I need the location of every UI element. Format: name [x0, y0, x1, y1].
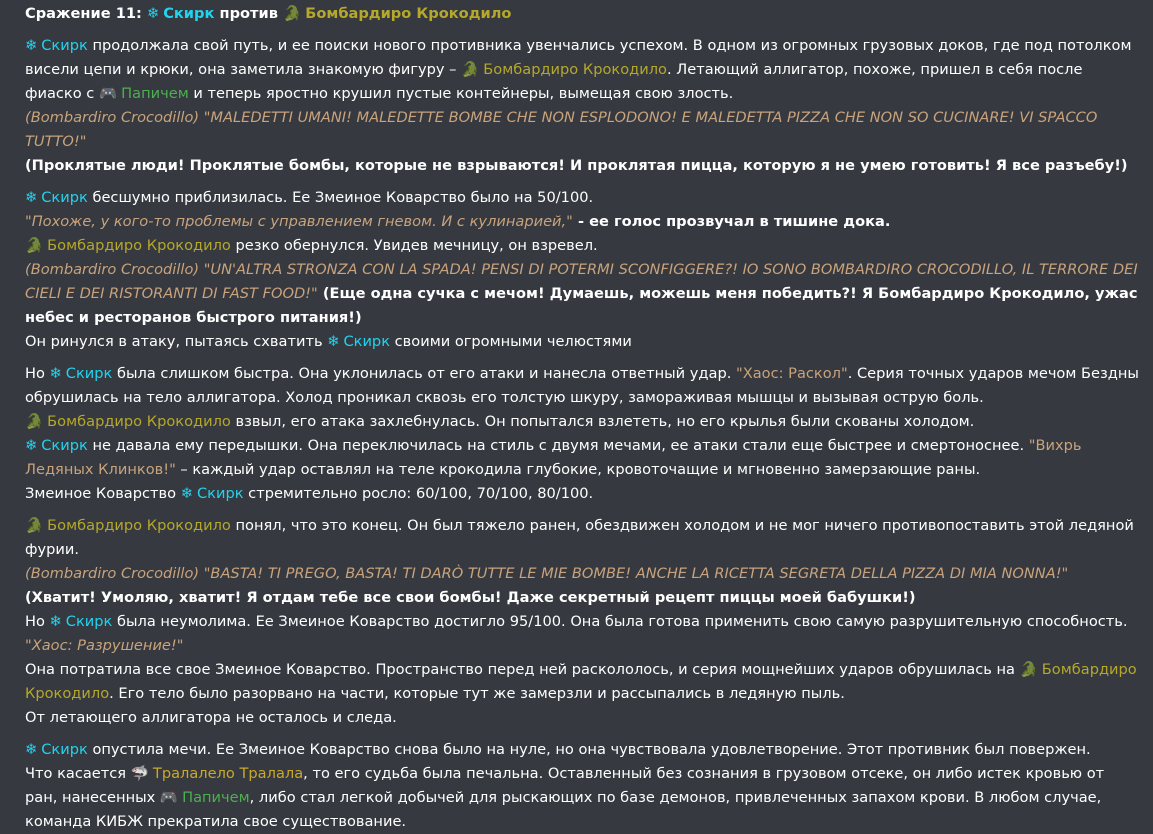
speaker-label: (Bombardiro Crocodillo) [25, 565, 200, 582]
text: - ее голос прозвучал в тишине дока. [572, 213, 891, 230]
skirk-quote: "Похоже, у кого-то проблемы с управлением гневом. И с кулинарией," [25, 213, 573, 230]
paragraph-5 [25, 738, 1139, 834]
text: – каждый удар оставлял на теле крокодила глубокие, кровоточащие и мгновенно замерзающие раны. [175, 461, 981, 478]
translation: (Проклятые люди! Проклятые бомбы, которые не взрываются! И проклятая пицца, которую я не умею готовить! Я все разъебу!) [25, 157, 1128, 174]
text: Но [25, 613, 50, 630]
papich-name: Папичем [121, 85, 189, 102]
text: стремительно росло: 60/100, 70/100, 80/100. [243, 485, 594, 502]
snowflake-icon: ❄ [180, 485, 193, 502]
bomb-name: Бомбардиро Крокодило [47, 413, 231, 430]
crocodile-icon: 🐊 [1019, 661, 1038, 678]
text: Но [25, 365, 50, 382]
title-vs: против [219, 5, 278, 22]
italian-quote: "UN'ALTRA STRONZA CON LA SPADA! PENSI DI POTERMI SCONFIGGERE?! IO SONO BOMBARDIRO CROCODILLO, IL TERRORE DEI CIELI E DEI RISTORANTI DI FAST FOOD!" [25, 261, 1138, 302]
skirk-name: Скирк [65, 365, 113, 382]
text: и теперь яростно крушил пустые контейнеры, вымещая свою злость. [188, 85, 734, 102]
snowflake-icon: ❄ [327, 333, 340, 350]
skill-name: "Хаос: Разрушение!" [25, 637, 184, 654]
text: понял, что это конец. Он был тяжело ранен, обездвижен холодом и не мог ничего противопоставить этой ледяной фурии. [25, 517, 1134, 558]
crocodile-icon: 🐊 [25, 517, 44, 534]
snowflake-icon: ❄ [25, 189, 38, 206]
crocodile-icon: 🐊 [461, 61, 480, 78]
hero-name: Скирк [163, 5, 215, 22]
crocodile-icon: 🐊 [283, 5, 302, 22]
skirk-name: Скирк [41, 437, 88, 454]
crocodile-icon: 🐊 [25, 237, 44, 254]
skirk-name: Скирк [41, 37, 88, 54]
paragraph-1 [25, 34, 1139, 178]
snowflake-icon: ❄ [25, 37, 38, 54]
bomb-name: Бомбардиро Крокодило [47, 237, 231, 254]
skill-name: "Вихрь Ледяных Клинков!" [25, 437, 1082, 478]
bomb-name: Бомбардиро Крокодило [483, 61, 667, 78]
text: резко обернулся. Увидев мечницу, он взревел. [230, 237, 598, 254]
bomb-name: Бомбардиро Крокодило [47, 517, 231, 534]
snowflake-icon: ❄ [25, 741, 38, 758]
skirk-name: Скирк [196, 485, 244, 502]
text: Змеиное Коварство [25, 485, 181, 502]
skirk-name: Скирк [41, 189, 88, 206]
shark-icon: 🦈 [130, 765, 149, 782]
text: бесшумно приблизилась. Ее Змеиное Коварство было на 50/100. [87, 189, 594, 206]
text: не давала ему передышки. Она переключилась на стиль с двумя мечами, ее атаки стали еще быстрее и смертоноснее. [87, 437, 1029, 454]
snowflake-icon: ❄ [49, 613, 62, 630]
snowflake-icon: ❄ [146, 5, 160, 22]
crocodile-icon: 🐊 [25, 413, 44, 430]
text: продолжала свой путь, и ее поиски нового противника увенчались успехом. В одном из огромных грузовых доков, где под потолком висели цепи и крюки, она заметила знакомую фигуру – [25, 37, 1132, 78]
title-prefix: Сражение 11: [25, 5, 142, 22]
text: , либо стал легкой добычей для рыскающих по базе демонов, привлеченных запахом крови. В любом случае, команда КИБЖ прекратила свое существование. [25, 789, 1102, 830]
text: была слишком быстра. Она уклонилась от его атаки и нанесла ответный удар. [112, 365, 736, 382]
text: взвыл, его атака захлебнулась. Он попытался взлететь, но его крылья были скованы холодом. [230, 413, 975, 430]
text: опустила мечи. Ее Змеиное Коварство снова было на нуле, но она чувствовала удовлетворение. Этот противник был повержен. [87, 741, 1091, 758]
snowflake-icon: ❄ [49, 365, 62, 382]
text: . Летающий аллигатор, похоже, пришел в себя после фиаско с [25, 61, 1083, 102]
text: От летающего аллигатора не осталось и следа. [25, 709, 397, 726]
skirk-name: Скирк [41, 741, 88, 758]
text: Что касается [25, 765, 131, 782]
speaker-label: (Bombardiro Crocodillo) [25, 261, 200, 278]
gamepad-icon: 🎮 [159, 789, 179, 806]
translation: (Хватит! Умоляю, хватит! Я отдам тебе все свои бомбы! Даже секретный рецепт пиццы моей бабушки!) [25, 589, 916, 606]
paragraph-3 [25, 362, 1139, 506]
bomb-name: Бомбардиро Крокодило [25, 661, 1137, 702]
tralalelo-name: Тралалело Тралала [152, 765, 304, 782]
italian-quote: "MALEDETTI UMANI! MALEDETTE BOMBE CHE NON ESPLODONO! E MALEDETTA PIZZA CHE NON SO CUCINARE! VI SPACCO TUTTO!" [25, 109, 1098, 150]
text: Он ринулся в атаку, пытаясь схватить [25, 333, 328, 350]
skirk-name: Скирк [343, 333, 391, 350]
paragraph-4 [25, 514, 1139, 730]
paragraph-2 [25, 186, 1139, 354]
snowflake-icon: ❄ [25, 437, 38, 454]
text: была неумолима. Ее Змеиное Коварство достигло 95/100. Она была готова применить свою самую разрушительную способность. [112, 613, 1128, 630]
text: , то его судьба была печальна. Оставленный без сознания в грузовом отсеке, он либо истек кровью от ран, нанесенных [25, 765, 1105, 806]
text: Она потратила все свое Змеиное Коварство. Пространство перед ней раскололось, и серия мощнейших ударов обрушилась на [25, 661, 1020, 678]
papich-name: Папичем [182, 789, 250, 806]
gamepad-icon: 🎮 [98, 85, 118, 102]
speaker-label: (Bombardiro Crocodillo) [25, 109, 200, 126]
text: . Его тело было разорвано на части, которые тут же замерзли и рассыпались в ледяную пыль. [109, 685, 845, 702]
text: своими огромными челюстями [390, 333, 632, 350]
enemy-name: Бомбардиро Крокодило [305, 5, 512, 22]
battle-title [25, 2, 1139, 26]
text: . Серия точных ударов мечом Бездны обрушилась на тело аллигатора. Холод проникал сквозь его толстую шкуру, замораживая мышцы и вызывая острую боль. [25, 365, 1139, 406]
italian-quote: "BASTA! TI PREGO, BASTA! TI DARÒ TUTTE LE MIE BOMBE! ANCHE LA RICETTA SEGRETA DELLA PIZZA DI MIA NONNA!" [199, 565, 1069, 582]
skirk-name: Скирк [65, 613, 113, 630]
skill-name: "Хаос: Раскол" [736, 365, 848, 382]
translation: (Еще одна сучка с мечом! Думаешь, можешь меня победить?! Я Бомбардиро Крокодило, ужас небес и ресторанов быстрого питания!) [25, 285, 1138, 326]
